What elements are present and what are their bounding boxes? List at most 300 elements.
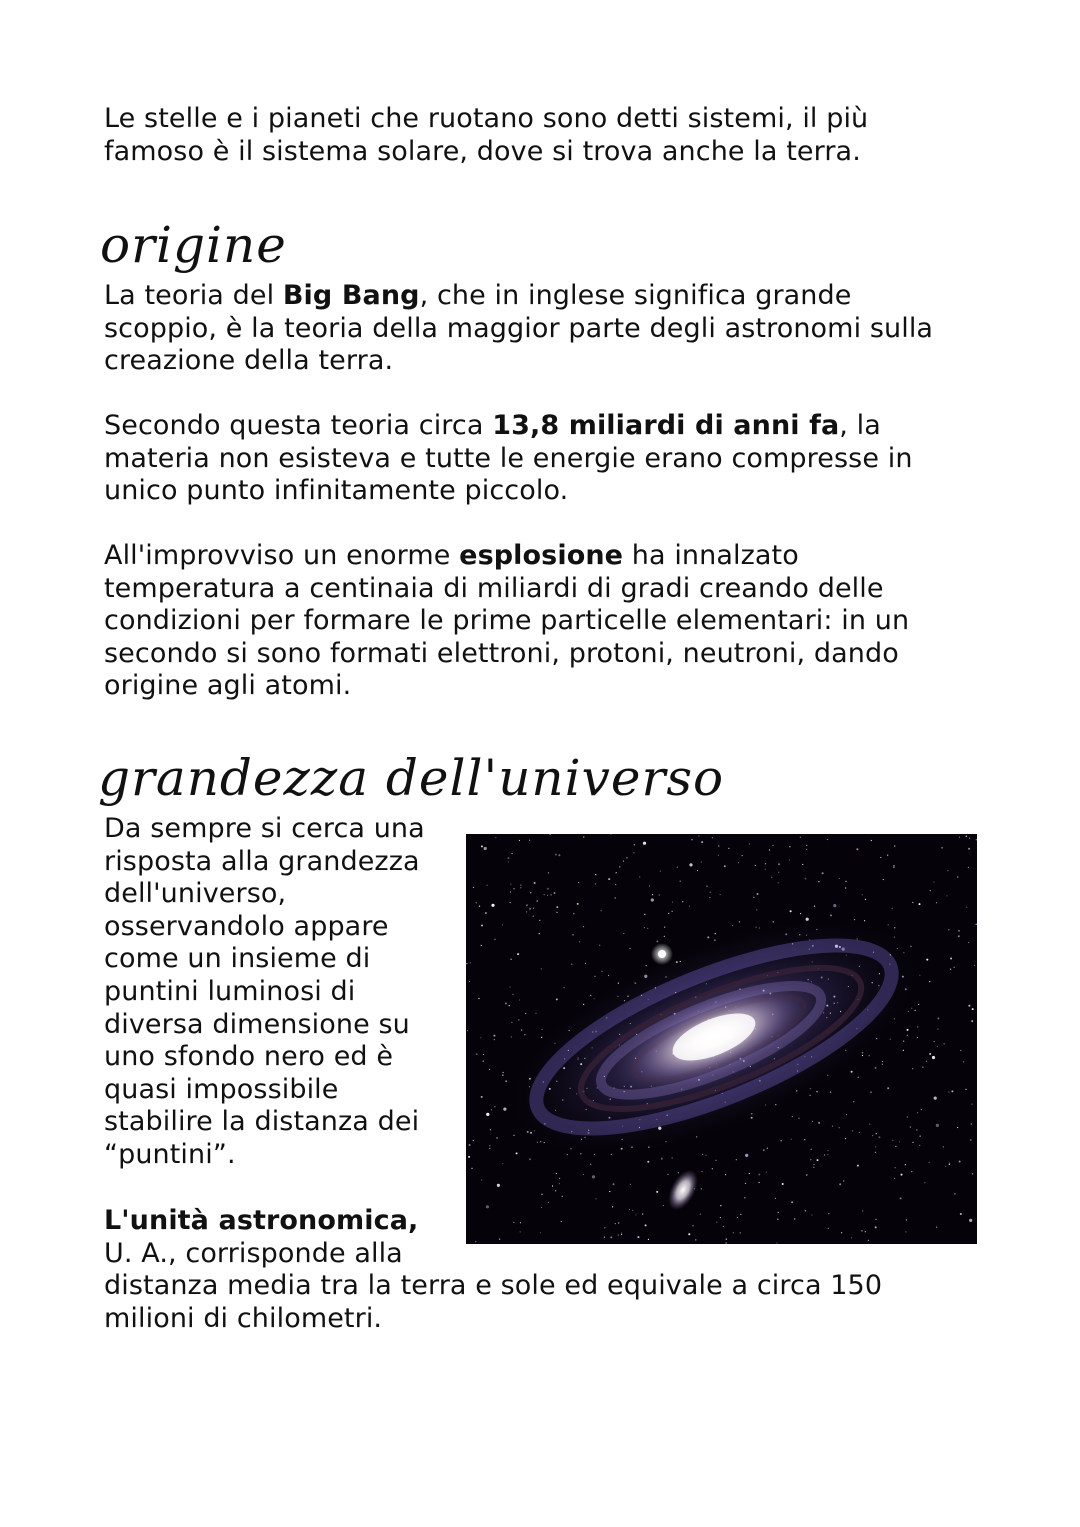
star bbox=[541, 968, 542, 969]
star bbox=[765, 863, 766, 864]
heading-origine: origine bbox=[100, 216, 287, 274]
star bbox=[509, 1005, 510, 1006]
star bbox=[610, 1236, 612, 1238]
star bbox=[489, 1069, 490, 1070]
text-run: La teoria del bbox=[104, 280, 283, 311]
star bbox=[804, 1139, 805, 1140]
star bbox=[680, 881, 681, 882]
star bbox=[805, 1210, 806, 1211]
star bbox=[473, 887, 474, 888]
star bbox=[562, 1196, 563, 1197]
star bbox=[932, 1056, 935, 1059]
star bbox=[494, 1106, 495, 1107]
star bbox=[678, 1172, 679, 1173]
star bbox=[542, 1029, 543, 1030]
star bbox=[800, 913, 801, 914]
origine-paragraph-2 bbox=[104, 410, 913, 508]
star bbox=[772, 845, 773, 846]
star bbox=[487, 885, 488, 886]
star bbox=[958, 930, 959, 931]
star bbox=[637, 1236, 639, 1238]
star bbox=[895, 1146, 896, 1147]
star bbox=[712, 837, 713, 838]
star bbox=[700, 1214, 701, 1215]
star bbox=[716, 1222, 717, 1223]
origine-paragraph-3 bbox=[104, 540, 909, 703]
star bbox=[493, 1035, 495, 1037]
star bbox=[533, 908, 534, 909]
star bbox=[618, 1234, 619, 1235]
star bbox=[706, 886, 707, 887]
star bbox=[476, 1053, 478, 1055]
star bbox=[533, 916, 534, 917]
star bbox=[907, 1035, 908, 1036]
star bbox=[519, 999, 520, 1000]
star bbox=[480, 1037, 481, 1038]
star bbox=[893, 865, 895, 867]
star bbox=[689, 906, 690, 907]
star bbox=[559, 1183, 560, 1184]
star bbox=[484, 847, 487, 850]
star bbox=[497, 1184, 500, 1187]
star bbox=[621, 1234, 622, 1235]
star bbox=[851, 1071, 853, 1073]
star bbox=[520, 885, 521, 886]
star bbox=[924, 1182, 925, 1183]
star bbox=[905, 1164, 906, 1165]
star bbox=[556, 998, 558, 1000]
star bbox=[495, 837, 496, 838]
star bbox=[590, 1164, 591, 1165]
star bbox=[634, 844, 635, 845]
star bbox=[949, 1164, 950, 1165]
star bbox=[516, 1152, 518, 1154]
star bbox=[520, 1222, 521, 1223]
star bbox=[512, 853, 513, 854]
star bbox=[529, 1158, 531, 1160]
star bbox=[672, 1157, 673, 1158]
star bbox=[559, 1178, 560, 1179]
star bbox=[481, 945, 482, 946]
star bbox=[672, 911, 673, 912]
star bbox=[907, 1029, 909, 1031]
star bbox=[689, 863, 692, 866]
text-line: osservandolo appare bbox=[104, 910, 389, 942]
star bbox=[937, 1046, 938, 1047]
star bbox=[894, 845, 895, 846]
star bbox=[626, 857, 627, 858]
star bbox=[916, 1129, 917, 1130]
star bbox=[573, 913, 574, 914]
star bbox=[647, 1161, 649, 1163]
star bbox=[966, 836, 967, 837]
star bbox=[509, 986, 510, 987]
star bbox=[816, 1091, 817, 1092]
star bbox=[936, 902, 937, 903]
star bbox=[875, 1152, 876, 1153]
star bbox=[737, 1217, 738, 1218]
star bbox=[738, 862, 739, 863]
star bbox=[491, 1109, 492, 1110]
star bbox=[876, 1133, 877, 1134]
star bbox=[749, 1173, 750, 1174]
star bbox=[513, 1135, 514, 1136]
star bbox=[567, 1154, 568, 1155]
star bbox=[672, 902, 673, 903]
text-line: Da sempre si cerca una bbox=[104, 813, 425, 844]
star bbox=[947, 870, 948, 871]
star bbox=[547, 895, 548, 896]
star bbox=[802, 864, 803, 865]
star bbox=[862, 894, 863, 895]
star bbox=[740, 1232, 741, 1233]
star bbox=[491, 904, 494, 907]
star bbox=[470, 962, 471, 963]
star bbox=[755, 865, 756, 866]
star bbox=[918, 1004, 919, 1005]
text-line: diversa dimensione su bbox=[104, 1008, 410, 1040]
star bbox=[502, 1163, 503, 1164]
star bbox=[505, 1080, 507, 1082]
text-line: secondo si sono formati elettroni, protoni, neutroni, dando bbox=[104, 637, 899, 669]
star bbox=[857, 1165, 859, 1167]
star bbox=[930, 890, 931, 891]
star bbox=[544, 894, 545, 895]
star bbox=[869, 1124, 870, 1125]
bold-term-unita-astronomica: L'unità astronomica bbox=[104, 1205, 409, 1236]
star bbox=[806, 849, 807, 850]
star bbox=[663, 1205, 664, 1206]
star bbox=[609, 1191, 610, 1192]
star bbox=[677, 867, 678, 868]
star bbox=[503, 1108, 506, 1111]
star bbox=[548, 872, 549, 873]
star bbox=[550, 894, 551, 895]
star bbox=[969, 1219, 972, 1222]
star bbox=[843, 1180, 844, 1181]
star bbox=[828, 1228, 829, 1229]
star bbox=[911, 1008, 912, 1009]
star bbox=[505, 1003, 507, 1005]
star bbox=[535, 1013, 536, 1014]
star bbox=[664, 927, 665, 928]
star bbox=[945, 1166, 946, 1167]
star bbox=[753, 897, 754, 898]
star bbox=[725, 1174, 726, 1175]
star bbox=[644, 914, 645, 915]
star bbox=[554, 892, 556, 894]
star bbox=[526, 911, 527, 912]
star bbox=[618, 1222, 619, 1223]
star bbox=[882, 1061, 883, 1062]
star bbox=[971, 1020, 973, 1022]
star bbox=[718, 845, 719, 846]
star bbox=[715, 933, 716, 934]
star bbox=[635, 1214, 636, 1215]
star bbox=[503, 1072, 504, 1073]
star bbox=[960, 1213, 962, 1215]
bold-term-age: 13,8 miliardi di anni fa bbox=[492, 410, 840, 441]
star bbox=[592, 1175, 595, 1178]
star bbox=[629, 1209, 630, 1210]
star bbox=[537, 900, 538, 901]
star bbox=[905, 1231, 906, 1232]
star bbox=[612, 1206, 613, 1207]
star bbox=[917, 1112, 918, 1113]
star bbox=[875, 1067, 877, 1069]
star bbox=[781, 1140, 782, 1141]
star bbox=[583, 836, 584, 837]
star bbox=[912, 902, 913, 903]
star bbox=[489, 1145, 490, 1146]
star bbox=[583, 1174, 584, 1175]
text-line: stabilire la distanza dei bbox=[104, 1106, 420, 1138]
star bbox=[511, 1036, 512, 1037]
star bbox=[895, 1167, 896, 1168]
star bbox=[934, 1097, 937, 1100]
star bbox=[571, 964, 572, 965]
star bbox=[695, 1239, 696, 1240]
text-run: , la bbox=[839, 410, 881, 441]
text-line: unico punto infinitamente piccolo. bbox=[104, 475, 569, 507]
star bbox=[828, 1150, 829, 1151]
star bbox=[790, 910, 792, 912]
text-line: dell'universo, bbox=[104, 878, 287, 910]
star bbox=[951, 1090, 953, 1092]
star bbox=[822, 872, 824, 874]
star bbox=[894, 1178, 895, 1179]
star bbox=[475, 1241, 476, 1242]
star bbox=[969, 838, 970, 839]
star bbox=[917, 1026, 918, 1027]
star bbox=[926, 959, 928, 961]
star bbox=[870, 1091, 872, 1093]
star bbox=[957, 876, 958, 877]
star bbox=[595, 1198, 596, 1199]
star bbox=[623, 933, 624, 934]
star bbox=[749, 843, 750, 844]
star bbox=[845, 881, 846, 882]
star bbox=[806, 1174, 807, 1175]
star bbox=[883, 879, 884, 880]
star bbox=[798, 1118, 799, 1119]
star bbox=[861, 1230, 862, 1231]
star bbox=[646, 965, 647, 966]
star bbox=[707, 936, 709, 938]
star bbox=[875, 1219, 876, 1220]
star bbox=[723, 1226, 724, 1227]
text-run: All'improvviso un enorme bbox=[104, 540, 460, 571]
star bbox=[776, 1242, 777, 1243]
star bbox=[473, 1140, 474, 1141]
star bbox=[965, 1089, 966, 1090]
text-run: , che in inglese significa grande bbox=[419, 280, 852, 311]
star bbox=[957, 1127, 958, 1128]
star bbox=[869, 1055, 870, 1056]
grandezza-paragraph-1 bbox=[104, 813, 444, 1172]
star bbox=[839, 1183, 841, 1185]
star bbox=[481, 845, 483, 847]
star bbox=[718, 855, 719, 856]
star bbox=[773, 921, 774, 922]
star bbox=[814, 906, 815, 907]
star bbox=[519, 840, 520, 841]
text-run: , bbox=[408, 1205, 419, 1236]
star bbox=[702, 1154, 703, 1155]
star bbox=[959, 837, 960, 838]
star bbox=[960, 1050, 961, 1051]
star bbox=[810, 1095, 811, 1096]
star bbox=[936, 1124, 939, 1127]
star bbox=[520, 1231, 521, 1232]
star bbox=[859, 1132, 860, 1133]
star bbox=[561, 1221, 562, 1222]
star bbox=[541, 1207, 542, 1208]
star bbox=[971, 1123, 972, 1124]
star bbox=[865, 1231, 866, 1232]
star bbox=[583, 926, 584, 927]
star bbox=[922, 1067, 923, 1068]
star bbox=[651, 898, 654, 901]
star bbox=[613, 1183, 615, 1185]
star bbox=[789, 846, 790, 847]
star bbox=[954, 967, 955, 968]
star bbox=[974, 965, 975, 966]
text-line: creazione della terra. bbox=[104, 345, 394, 377]
star bbox=[912, 1068, 913, 1069]
star bbox=[841, 1232, 842, 1233]
star bbox=[510, 902, 511, 903]
star bbox=[832, 1126, 833, 1127]
star bbox=[701, 861, 702, 862]
star bbox=[511, 959, 512, 960]
star bbox=[720, 1205, 721, 1206]
star bbox=[595, 883, 596, 884]
star bbox=[701, 1188, 702, 1189]
star bbox=[828, 1213, 829, 1214]
star bbox=[968, 1005, 970, 1007]
star bbox=[572, 934, 573, 935]
star bbox=[892, 908, 893, 909]
star bbox=[771, 877, 772, 878]
star bbox=[858, 1077, 859, 1078]
star bbox=[919, 903, 921, 905]
star bbox=[715, 1160, 716, 1161]
star bbox=[830, 1092, 831, 1093]
star bbox=[701, 841, 703, 843]
star bbox=[616, 872, 617, 873]
star bbox=[827, 1154, 828, 1155]
star bbox=[502, 924, 503, 925]
star bbox=[710, 892, 711, 893]
star bbox=[920, 1136, 921, 1137]
star bbox=[937, 1029, 938, 1030]
star bbox=[615, 1223, 616, 1224]
star bbox=[647, 928, 648, 929]
star bbox=[502, 1075, 503, 1076]
star bbox=[958, 935, 960, 937]
star bbox=[608, 975, 609, 976]
star bbox=[926, 1061, 927, 1062]
star bbox=[659, 894, 660, 895]
star bbox=[813, 1167, 814, 1168]
star bbox=[481, 925, 483, 927]
text-line: scoppio, è la teoria della maggior parte degli astronomi sulla bbox=[104, 312, 934, 344]
star bbox=[744, 1197, 745, 1198]
star bbox=[615, 884, 616, 885]
star bbox=[483, 1061, 484, 1062]
star bbox=[469, 1144, 471, 1146]
star bbox=[643, 842, 646, 845]
star bbox=[736, 1159, 737, 1160]
star bbox=[839, 878, 840, 879]
star bbox=[524, 1034, 525, 1035]
star bbox=[845, 1138, 846, 1139]
star bbox=[601, 910, 602, 911]
star bbox=[972, 1173, 973, 1174]
star bbox=[577, 903, 579, 905]
star bbox=[599, 945, 600, 946]
star bbox=[590, 995, 591, 996]
star bbox=[547, 888, 549, 890]
star bbox=[521, 1029, 522, 1030]
star bbox=[810, 1159, 811, 1160]
star bbox=[933, 882, 934, 883]
star bbox=[912, 1142, 913, 1143]
star bbox=[972, 1104, 973, 1105]
star bbox=[467, 1030, 468, 1031]
star bbox=[778, 872, 779, 873]
star bbox=[499, 1239, 500, 1240]
star bbox=[888, 924, 889, 925]
star bbox=[946, 895, 947, 896]
star bbox=[890, 1039, 891, 1040]
star bbox=[712, 1168, 713, 1169]
star bbox=[968, 867, 969, 868]
star bbox=[508, 857, 510, 859]
star bbox=[595, 874, 596, 875]
text-line: puntini luminosi di bbox=[104, 975, 356, 1007]
star bbox=[901, 1174, 903, 1176]
star bbox=[778, 882, 779, 883]
star bbox=[954, 1193, 955, 1194]
star bbox=[709, 897, 710, 898]
star bbox=[777, 1219, 778, 1220]
star bbox=[817, 1159, 819, 1161]
star bbox=[903, 1050, 904, 1051]
text-line: U. A., corrisponde alla bbox=[104, 1237, 403, 1269]
bold-term-big-bang: Big Bang bbox=[282, 280, 420, 311]
star bbox=[845, 887, 846, 888]
star bbox=[812, 1121, 813, 1122]
star bbox=[645, 1224, 647, 1226]
star bbox=[601, 971, 602, 972]
text-line: origine agli atomi. bbox=[104, 670, 352, 702]
star bbox=[728, 848, 729, 849]
star bbox=[530, 892, 531, 893]
star bbox=[862, 1210, 863, 1211]
star bbox=[766, 1172, 767, 1173]
star bbox=[853, 1101, 854, 1102]
star bbox=[513, 888, 514, 889]
star bbox=[540, 1232, 541, 1233]
star bbox=[629, 948, 630, 949]
star bbox=[701, 1171, 702, 1172]
star bbox=[970, 1139, 972, 1141]
star bbox=[929, 981, 930, 982]
star bbox=[827, 839, 828, 840]
star bbox=[697, 870, 698, 871]
